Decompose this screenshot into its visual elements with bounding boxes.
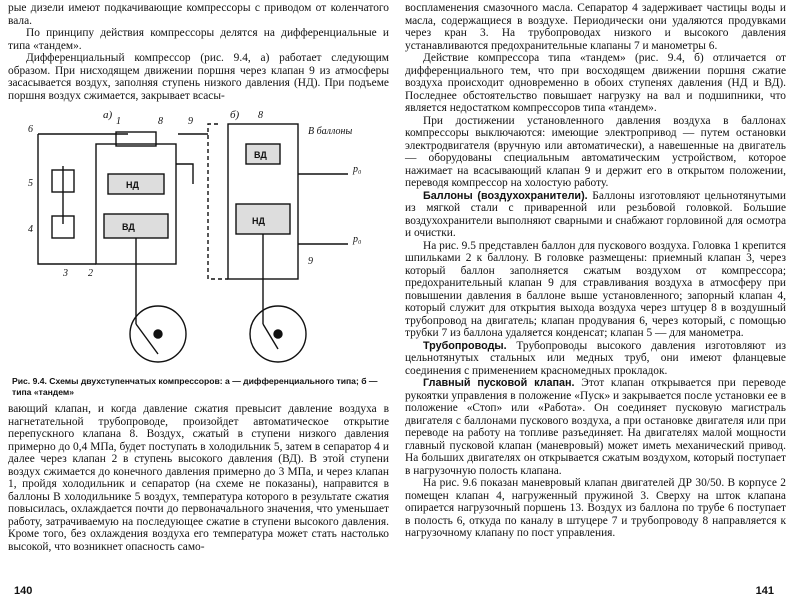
balloons-text: Баллоны изготовляют цельнотянутыми из мягкой стали с приваренной или резьбовой головкой. Большие воздухохранители выполняют сварными и снабжают горловиной для осмотра и очистки. <box>405 189 786 239</box>
fig-a-label-3: 3 <box>63 268 68 279</box>
right-para-8: На рис. 9.6 показан маневровый клапан двигателей ДР 30/50. В корпусе 2 помещен клапан 4, нагруженный пружиной 3. Сверху на шток клапана опирается нагрузочный поршень 13. Воздух из баллона по трубе 6 поступает в полость 6, откуда по каналу в штуцере 7 и трубопроводу 8 направляется к нагрузочному клапану по пост управления. <box>405 477 786 539</box>
right-page <box>397 0 794 601</box>
main-valve-text: Этот клапан открывается при переводе рукоятки управления в положение «Пуск» и закрывается после установки ее в положение «Стоп» или «Работа». Он соединяет пусковую магистраль двигателя с баллонами пускового воздуха, а при остановке двигателя или при переводе на работу на топливе разъединяет. На двигателях малой мощности главный пусковой клапан (маневровый) может иметь механический привод. На больших двигателях он открывается сжатым воздухом, который поступает в нагрузочную полость клапана. <box>405 377 786 477</box>
left-para-2: Дифференциальный компрессор (рис. 9.4, а) работает следующим образом. При нисходящем движении поршня через клапан 9 из атмосферы засасывается воздух, заполняя ступень низкого давления (НД). При подъеме поршня воздух сжимается, закрывает всасы- <box>8 52 389 102</box>
right-para-6 <box>405 340 786 378</box>
fig-a-label-4: 4 <box>28 224 33 235</box>
right-para-3: При достижении установленного давления воздуха в баллонах компрессоры выключаются: имеющие электропривод — путем остановки электродвигателя (вручную или автоматически), а навешенные на двигатель — оборудованы специальным автоматическим устройством, которое нажимает на всасывающий клапан 9 и держит его в открытом положении, переводя компрессор на холостую работу. <box>405 114 786 189</box>
heading-main-valve: Главный пусковой клапан. <box>423 377 575 389</box>
left-page-number: 140 <box>14 585 33 597</box>
fig-a-label-vd: ВД <box>122 222 135 232</box>
fig-b-label-9: 9 <box>308 256 313 267</box>
right-para-1: воспламенения смазочного масла. Сепаратор 4 задерживает частицы воды и масла, содержащиеся в воздухе. Периодически они удаляются продувками через кран 3. На трубопроводах низкого и высокого давления устанавливаются предохранительные клапаны 7 и манометры 6. <box>405 2 786 52</box>
right-para-4 <box>405 190 786 240</box>
left-bottom-text: вающий клапан, и когда давление сжатия превысит давление воздуха в нагнетательной трубопроводе, произойдет автоматическое открытие перепускного клапана 8. Воздух, сжатый в ступени низкого давления примерно до 0,4 МПа, будет поступать в холодильник 5, затем в сепаратор 4 и далее через клапан 2 в ступень высокого давления (ВД). В этой ступени воздух сжимается до конечного давления примерно до 3 МПа, и через клапан 1, пройдя холодильник и сепаратор (на схеме не показаны), направится в баллоны В холодильнике 5 воздух, температура которого в результате сжатия повысилась, охлаждается почти до первоначального значения, что уменьшает работу, затрачиваемую на последующее сжатие в ступени высокого давления. Кроме того, без охлаждения воздуха его температура может стать настолько высокой, что возникнет опасность само- <box>8 403 389 553</box>
compressor-figure <box>8 104 388 374</box>
right-para-7 <box>405 377 786 477</box>
fig-a-label-nd: НД <box>126 180 139 190</box>
fig-a-label-1: 1 <box>116 116 121 127</box>
fig-a-label-9: 9 <box>188 116 193 127</box>
compressor-diagram <box>8 104 388 374</box>
pipes-text: Трубопроводы высокого давления изготовляют из цельнотянутых стальных или медных труб, они имеют фланцевые соединения с применением красномедных прокладок. <box>405 339 786 377</box>
fig-b-label-p0-top: p₀ <box>353 164 362 175</box>
fig-a-label-8: 8 <box>158 116 163 127</box>
left-para-1: По принципу действия компрессоры делятся на дифференциальные и типа «тандем». <box>8 27 389 52</box>
heading-pipes: Трубопроводы. <box>423 339 507 352</box>
figure-caption: Рис. 9.4. Схемы двухступенчатых компрессоров: а — дифференциального типа; б — типа «тандем» <box>12 376 378 397</box>
fig-b-label-p0-bottom: p₀ <box>353 234 362 245</box>
fig-label-a: а) <box>103 109 113 121</box>
right-para-2: Действие компрессора типа «тандем» (рис. 9.4, б) отличается от дифференциального тем, что при восходящем движении поршня сжатие воздуха происходит одновременно в обоих ступенях давления (НД и ВД). Последнее обстоятельство повышает нагрузку на вал и подшипники, что является недостатком компрессоров типа «тандем». <box>405 52 786 114</box>
heading-balloons: Баллоны (воздухохранители). <box>423 189 588 202</box>
fig-b-label-8: 8 <box>258 110 263 121</box>
piston-a-lower <box>104 214 168 238</box>
right-para-5: На рис. 9.5 представлен баллон для пускового воздуха. Головка 1 крепится шпильками 2 к баллону. В головке размещены: приемный клапан 3, через который баллон заполняется сжатым воздухом от компрессора; предохранительный клапан 9 для стравливания воздуха в атмосферу при повышении давления в баллоне выше установленного; запорный клапан 4, который служит для открытия выхода воздуха через штуцер 8 в воздушный трубопровод на двигатель; клапан продувания 6, через который, с помощью трубки 7 из баллона удаляется конденсат; клапан 5 — для манометра. <box>405 239 786 339</box>
right-page-number: 141 <box>755 585 774 597</box>
fig-b-label-vd: ВД <box>254 150 267 160</box>
left-top-text: рые дизели имеют подкачивающие компрессоры с приводом от коленчатого вала. <box>8 2 389 27</box>
fig-a-label-5: 5 <box>28 178 33 189</box>
fig-a-label-6: 6 <box>28 124 33 135</box>
fig-a-label-2: 2 <box>88 268 93 279</box>
fig-label-b: б) <box>230 109 240 121</box>
fig-b-label-balloons: В баллоны <box>308 126 353 137</box>
fig-b-label-nd: НД <box>252 216 265 226</box>
